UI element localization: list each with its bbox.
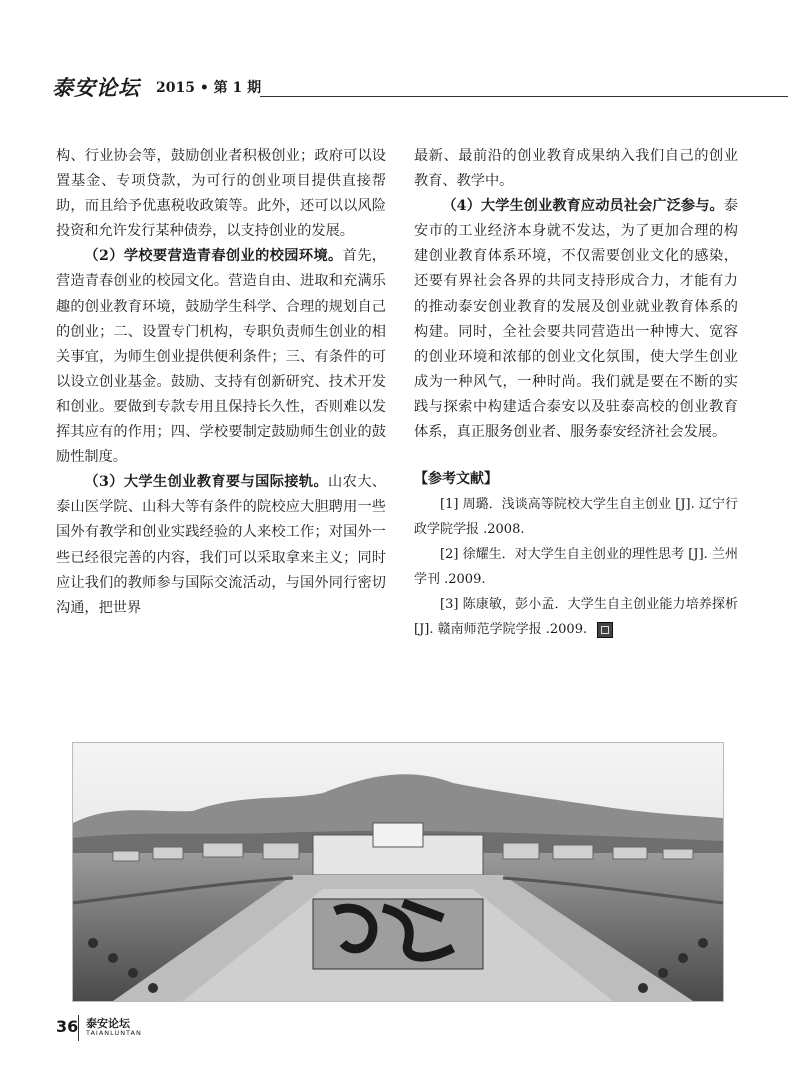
issue-number: 2015 • 第 1 期 [156, 80, 262, 96]
campus-aerial-illustration [73, 743, 723, 1001]
reference-item: [1] 周璐．浅谈高等院校大学生自主创业 [J]. 辽宁行政学院学报 .2008. [414, 497, 738, 538]
reference-item: [3] 陈康敏，彭小孟．大学生自主创业能力培养探析 [J]. 赣南师范学院学报 .2009. [414, 597, 738, 638]
section-heading: （2）学校要营造青春创业的校园环境。 [84, 248, 343, 265]
paragraph: （3）大学生创业教育要与国际接轨。山农大、泰山医学院、山科大等有条件的院校应大胆聘用一些国外有教学和创业实践经验的人来校工作；对国外一些已经很完善的内容，我们可以采取拿来主义；同时应让我们的教师参与国际交流活动，与国外同行密切沟通，把世界 [56, 474, 386, 616]
footer-journal-name-en: TAIANLUNTAN [86, 1029, 142, 1037]
header-rule [260, 96, 788, 97]
section-heading: （3）大学生创业教育要与国际接轨。 [84, 474, 329, 491]
footer-divider [78, 1015, 79, 1041]
paragraph: （4）大学生创业教育应动员社会广泛参与。泰安市的工业经济本身就不发达，为了更加合理的构建创业教育体系环境，不仅需要创业文化的感染，还要有界社会各界的共同支持形成合力，才能有力的推动泰安创业教育的发展及创业就业教育体系的构建。同时，全社会要共同营造出一种博大、宽容的创业环境和浓郁的创业文化氛围，使大学生创业成为一种风气，一种时尚。我们就是要在不断的实践与探索中构建适合泰安以及驻泰高校的创业教育体系，真正服务创业者、服务泰安经济社会发展。 [414, 198, 738, 441]
paragraph: 最新、最前沿的创业教育成果纳入我们自己的创业教育、教学中。 [414, 148, 738, 190]
references-title: 【参考文献】 [414, 471, 498, 488]
paragraph: 构、行业协会等，鼓励创业者积极创业；政府可以设置基金、专项贷款，为可行的创业项目提供直接帮助，而且给予优惠税收政策等。此外，还可以以风险投资和允许发行某种债券，以支持创业的发展。 [56, 148, 386, 240]
left-column [56, 144, 386, 621]
section-heading: （4）大学生创业教育应动员社会广泛参与。 [442, 198, 724, 215]
paragraph: （2）学校要营造青春创业的校园环境。首先，营造青春创业的校园文化。营造自由、进取和充满乐趣的创业教育环境，鼓励学生科学、合理的规划自己的创业；二、设置专门机构，专职负责师生创业的相关事宜，为师生创业提供便利条件；三、有条件的可以设立创业基金。鼓励、支持有创新研究、技术开发和创业。要做到专款专用且保持长久性，否则难以发挥其应有的作用；四、学校要制定鼓励师生创业的鼓励性制度。 [56, 248, 386, 466]
reference-item: [2] 徐耀生．对大学生自主创业的理性思考 [J]. 兰州学刊 .2009. [414, 547, 738, 588]
page-number: 36 [56, 1017, 79, 1036]
end-mark-icon [597, 622, 613, 638]
campus-aerial-photo [72, 742, 724, 1002]
footer-journal-name: 泰安论坛 [86, 1017, 130, 1030]
journal-name: 泰安论坛 [52, 75, 140, 100]
running-header [52, 76, 740, 100]
right-column [414, 144, 738, 642]
